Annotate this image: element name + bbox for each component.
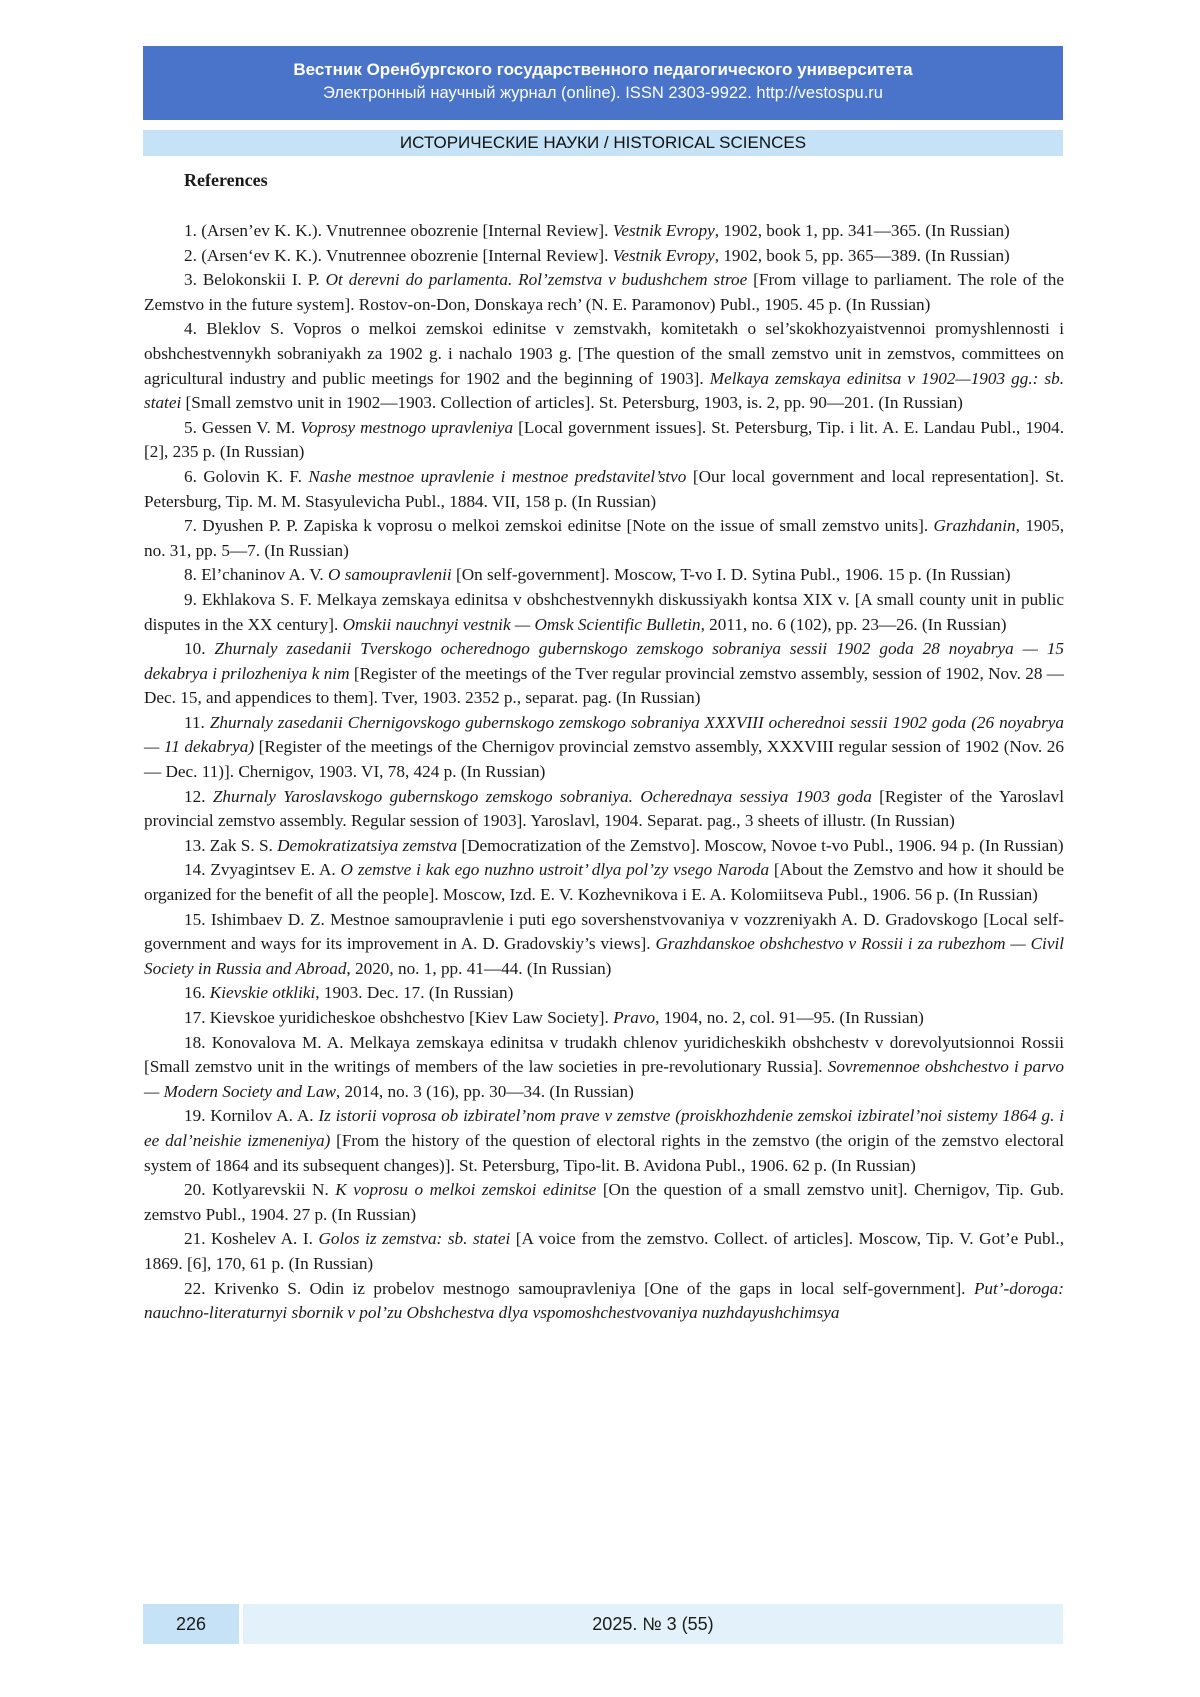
page-number: 226: [143, 1604, 239, 1644]
reference-title: O zemstve i kak ego nuzhno ustroit’ dlya pol’zy vsego Naroda: [340, 860, 770, 880]
reference-text: [From the history of the question of electoral rights in the zemstvo (the origin of the zemstvo electoral system of 1864 and its subsequent changes)]. St. Petersburg, Tipo-lit. B. Avidona Publ., 1906. 62 p. (In Russian): [144, 1130, 1064, 1175]
reference-title: Grazhdanskoe obshchestvo v Rossii i za rubezhom — Civil Society in Russia and Abroad: [144, 934, 1064, 978]
reference-title: Golos iz zemstva: sb. statei: [318, 1229, 511, 1249]
references-heading: References: [184, 170, 268, 190]
reference-text: [Register of the Yaroslavl provincial zemstvo assembly. Regular session of 1903]. Yaroslavl, 1904. Separat. pag., 3 sheets of illustr. (In Russian): [144, 786, 1065, 831]
reference-item: [144, 1277, 1064, 1326]
reference-text: 16.: [184, 983, 210, 1003]
reference-title: K voprosu o melkoi zemskoi edinitse: [335, 1180, 597, 1200]
reference-item: [144, 1227, 1064, 1276]
reference-text: [Register of the meetings of the Chernigov provincial zemstvo assembly, XXXVIII regular session of 1902 (Nov. 26 — Dec. 11)]. Chernigov, 1903. VI, 78, 424 p. (In Russian): [144, 737, 1064, 782]
reference-title: Vestnik Evropy: [612, 245, 715, 265]
reference-text: 3. Belokonskii I. P.: [184, 270, 326, 290]
reference-text: [About the Zemstvo and how it should be organized for the benefit of all the people]. Moscow, Izd. E. V. Kozhevnikova i E. A. Kolomiitseva Publ., 1906. 56 p. (In Russian): [144, 860, 1064, 905]
reference-text: 2. (Arsen‘ev K. K.). Vnutrennee obozrenie [Internal Review].: [184, 245, 613, 265]
reference-title: Put’-doroga: nauchno-literaturnyi sbornik v pol’zu Obshchestva dlya vspomoshchestvovaniya nuzhdayushchimsya: [144, 1278, 1064, 1323]
reference-text: 22. Krivenko S. Odin iz probelov mestnogo samoupravleniya [One of the gaps in local self-government].: [184, 1278, 974, 1298]
reference-item: [144, 219, 1064, 244]
reference-text: 9. Ekhlakova S. F. Melkaya zemskaya edinitsa v obshchestvennykh diskussiyakh kontsa XIX v. [A small county unit in public disputes in the XX century].: [144, 589, 1064, 634]
reference-title: Demokratizatsiya zemstva: [277, 835, 458, 855]
reference-item: [144, 785, 1064, 834]
reference-text: 10.: [184, 639, 215, 659]
reference-item: [144, 908, 1064, 982]
reference-text: 14. Zvyagintsev E. A.: [184, 860, 341, 880]
reference-item: [144, 1006, 1064, 1031]
reference-text: , 1902, book 1, pp. 341—365. (In Russian): [714, 221, 1010, 240]
reference-text: [Local government issues]. St. Petersburg, Tip. i lit. A. E. Landau Publ., 1904. [2], 235 p. (In Russian): [144, 417, 1064, 462]
references-list: [144, 219, 1064, 1326]
reference-title: Pravo: [613, 1008, 656, 1027]
reference-text: 21. Koshelev A. I.: [184, 1229, 319, 1249]
reference-title: Sovremennoe obshchestvo i parvo — Modern Society and Law: [144, 1057, 1064, 1101]
reference-item: [144, 588, 1064, 637]
issue-label: 2025. № 3 (55): [243, 1604, 1063, 1644]
reference-text: 17. Kievskoe yuridicheskoe obshchestvo [Kiev Law Society].: [184, 1008, 614, 1027]
reference-text: 19. Kornilov A. A.: [184, 1106, 319, 1126]
reference-text: [From village to parliament. The role of the Zemstvo in the future system]. Rostov-on-Don, Donskaya rech’ (N. E. Paramonov) Publ., 1905. 45 p. (In Russian): [144, 270, 1065, 314]
reference-text: 18. Konovalova M. A. Melkaya zemskaya edinitsa v trudakh chlenov yuridicheskikh obshchestv v dorevolyutsionnoi Rossii [Small zemstvo unit in the writings of members of the law societies in pre-revolutionary Russia].: [144, 1032, 1064, 1077]
journal-header: [143, 46, 1063, 120]
reference-text: 7. Dyushen P. P. Zapiska k voprosu o melkoi zemskoi edinitse [Note on the issue of small zemstvo units].: [184, 516, 934, 536]
reference-title: Grazhdanin: [933, 516, 1016, 536]
reference-title: Iz istorii voprosa ob izbiratel’nom prave v zemstve (proiskhozhdenie zemskoi izbiratel’noi sistemy 1864 g. i ee dal’neishie izmeneniya): [144, 1106, 1064, 1150]
reference-text: , 2011, no. 6 (102), pp. 23—26. (In Russian): [700, 614, 1007, 634]
reference-text: [Our local government and local representation]. St. Petersburg, Tip. M. M. Stasyulevicha Publ., 1884. VII, 158 p. (In Russian): [144, 466, 1064, 511]
reference-text: [Register of the meetings of the Tver regular provincial zemstvo assembly, session of 1902, Nov. 28 — Dec. 15, and appendices to them]. Tver, 1903. 2352 p., separat. pag. (In Russian): [144, 663, 1064, 708]
reference-text: 1. (Arsen’ev K. K.). Vnutrennee obozrenie [Internal Review].: [184, 221, 613, 240]
reference-text: [On the question of a small zemstvo unit]. Chernigov, Tip. Gub. zemstvo Publ., 1904. 27 p. (In Russian): [144, 1180, 1064, 1224]
reference-title: Melkaya zemskaya edinitsa v 1902—1903 gg.: sb. statei: [144, 368, 1064, 413]
reference-title: Zhurnaly zasedanii Chernigovskogo gubernskogo zemskogo sobraniya XXXVIII ocherednoi sessii 1902 goda (26 noyabrya — 11 dekabrya): [144, 712, 1064, 757]
reference-text: , 1902, book 5, pp. 365—389. (In Russian): [714, 245, 1010, 265]
reference-text: , 1903. Dec. 17. (In Russian): [315, 983, 514, 1003]
reference-title: Ot derevni do parlamenta. Rol’zemstva v budushchem stroe: [325, 270, 748, 290]
reference-item: [144, 1178, 1064, 1227]
reference-text: 15. Ishimbaev D. Z. Mestnoe samoupravlenie i puti ego sovershenstvovaniya v vozzreniyakh A. D. Gradovskogo [Local self-government and ways for its improvement in A. D. Gradovskiy’s views].: [144, 909, 1064, 954]
reference-text: 8. El’chaninov A. V.: [184, 565, 329, 585]
reference-text: 5. Gessen V. M.: [184, 417, 301, 437]
reference-item: [144, 1104, 1064, 1178]
reference-title: Zhurnaly zasedanii Tverskogo ocherednogo gubernskogo zemskogo sobraniya sessii 1902 goda 28 noyabrya — 15 dekabrya i prilozheniya k nim: [144, 639, 1065, 683]
reference-item: [144, 834, 1064, 859]
journal-subtitle: Электронный научный журнал (online). ISSN 2303-9922. http://vestospu.ru: [323, 84, 883, 102]
reference-text: 4. Bleklov S. Vopros o melkoi zemskoi edinitse v zemstvakh, komitetakh o sel’skokhozyaistvennoi promyshlennosti i obshchestvennykh sobraniyakh za 1902 g. i nachalo 1903 g. [The question of the small zemstvo unit in zemstvos, committees on agricultural industry and public meetings for 1902 and the beginning of 1903].: [144, 319, 1064, 388]
reference-text: 12.: [184, 786, 213, 806]
reference-text: , 1905, no. 31, pp. 5—7. (In Russian): [144, 516, 1064, 560]
reference-item: [144, 416, 1064, 465]
reference-title: Nashe mestnoe upravlenie i mestnoe predstavitel’stvo: [308, 466, 687, 486]
reference-text: [On self-government]. Moscow, T-vo I. D. Sytina Publ., 1906. 15 p. (In Russian): [451, 565, 1011, 585]
reference-text: 6. Golovin K. F.: [184, 466, 309, 486]
reference-item: [144, 244, 1064, 269]
reference-title: Voprosy mestnogo upravleniya: [300, 417, 514, 437]
reference-text: 20. Kotlyarevskii N.: [184, 1180, 336, 1200]
reference-title: Zhurnaly Yaroslavskogo gubernskogo zemskogo sobraniya. Ocherednaya sessiya 1903 goda: [212, 786, 872, 806]
reference-title: Kievskie otkliki: [209, 983, 316, 1003]
reference-text: , 2014, no. 3 (16), pp. 30—34. (In Russian): [335, 1081, 634, 1101]
reference-text: [Small zemstvo unit in 1902—1903. Collection of articles]. St. Petersburg, 1903, is. 2, pp. 90—201. (In Russian): [181, 393, 963, 413]
reference-text: , 2020, no. 1, pp. 41—44. (In Russian): [346, 958, 612, 978]
reference-item: [144, 981, 1064, 1006]
reference-item: [144, 563, 1064, 588]
reference-item: [144, 637, 1064, 711]
reference-title: Vestnik Evropy: [612, 221, 715, 240]
section-title: ИСТОРИЧЕСКИЕ НАУКИ / HISTORICAL SCIENCES: [143, 130, 1063, 156]
reference-text: [A voice from the zemstvo. Collect. of articles]. Moscow, Tip. V. Got’e Publ., 1869. [6], 170, 61 p. (In Russian): [144, 1229, 1064, 1273]
reference-item: [144, 465, 1064, 514]
reference-item: [144, 317, 1064, 415]
reference-item: [144, 858, 1064, 907]
reference-item: [144, 711, 1064, 785]
reference-title: O samoupravlenii: [328, 565, 452, 585]
reference-item: [144, 268, 1064, 317]
journal-title: Вестник Оренбургского государственного педагогического университета: [293, 60, 913, 79]
reference-text: , 1904, no. 2, col. 91—95. (In Russian): [655, 1008, 924, 1027]
reference-item: [144, 1031, 1064, 1105]
reference-text: [Democratization of the Zemstvo]. Moscow, Novoe t-vo Publ., 1906. 94 p. (In Russian): [457, 835, 1064, 855]
reference-title: Omskii nauchnyi vestnik — Omsk Scientific Bulletin: [342, 614, 701, 634]
reference-text: 13. Zak S. S.: [184, 835, 278, 855]
reference-item: [144, 514, 1064, 563]
reference-text: 11.: [184, 712, 210, 732]
